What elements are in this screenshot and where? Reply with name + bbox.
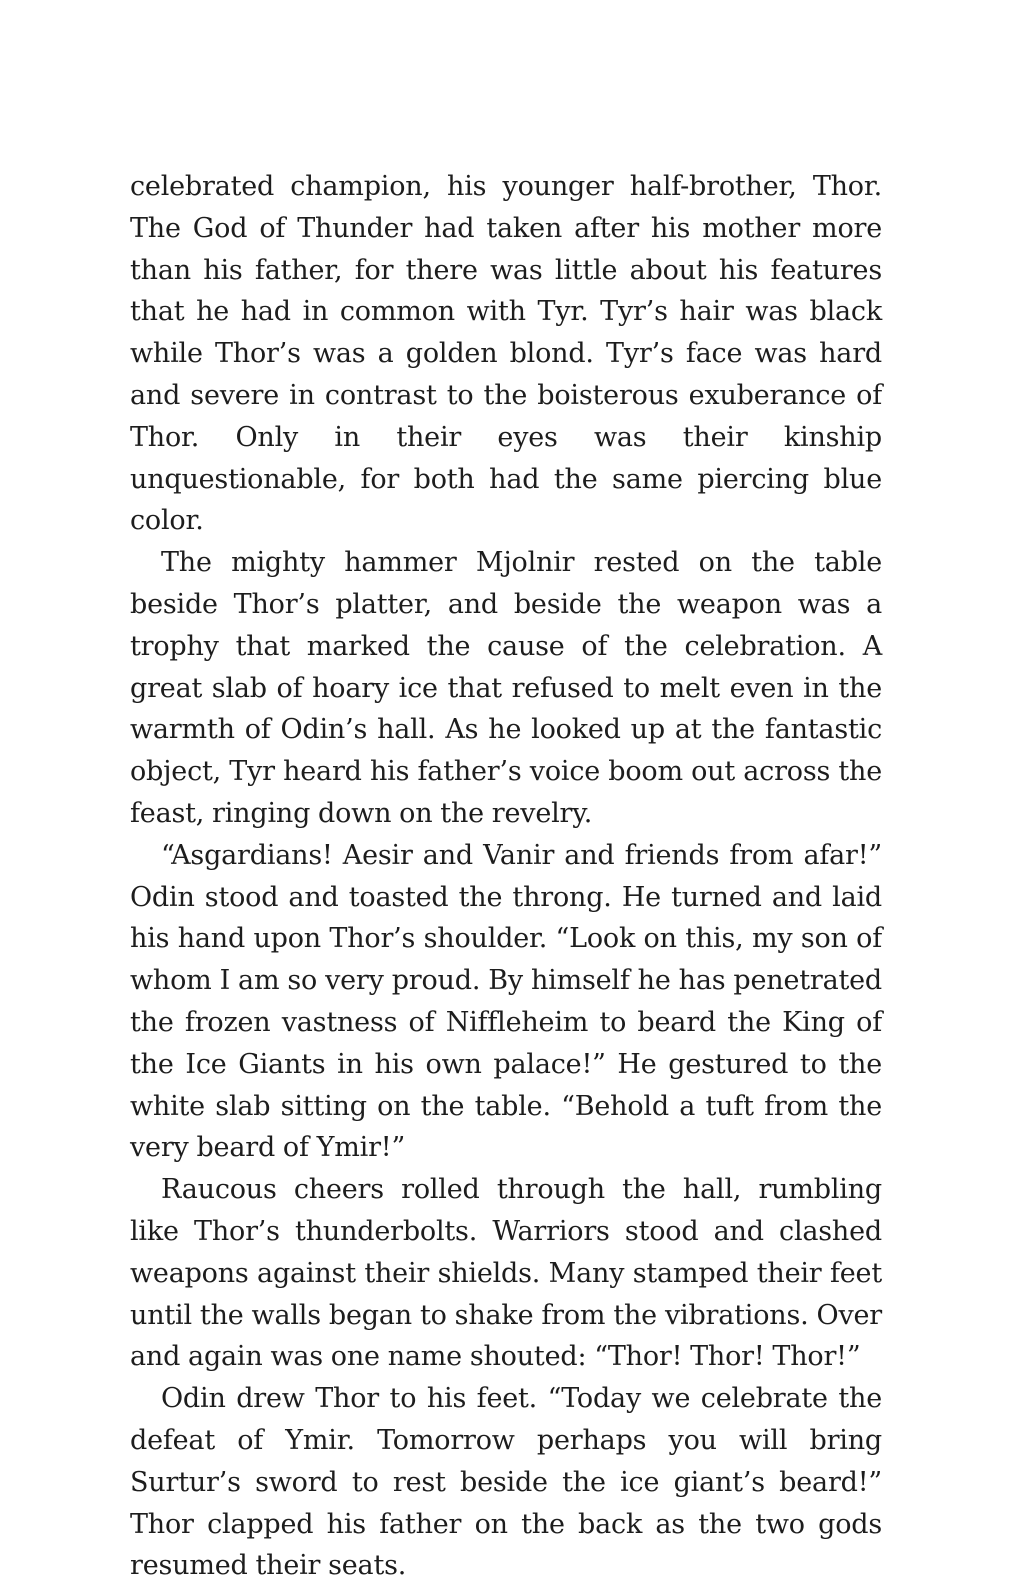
paragraph-5: Odin drew Thor to his feet. “Today we celebrate the defeat of Ymir. Tomorrow perhaps you will bring Surtur’s sword to rest beside the ice giant’s beard!” Thor clapped his father on the back as the two gods resumed their seats.: [130, 1383, 882, 1582]
paragraph-1: celebrated champion, his younger half-brother, Thor. The God of Thunder had taken after his mother more than his father, for there was little about his features that he had in common with Tyr. Tyr’s hair was black while Thor’s was a golden blond. Tyr’s face was hard and severe in contrast to the boisterous exuberance of Thor. Only in their eyes was their kinship unquestionable, for both had the same piercing blue color.: [130, 171, 882, 537]
paragraph-2: The mighty hammer Mjolnir rested on the table beside Thor’s platter, and beside the weapon was a trophy that marked the cause of the celebration. A great slab of hoary ice that refused to melt even in the warmth of Odin’s hall. As he looked up at the fantastic object, Tyr heard his father’s voice boom out across the feast, ringing down on the revelry.: [130, 547, 882, 829]
paragraph-4: Raucous cheers rolled through the hall, rumbling like Thor’s thunderbolts. Warriors stood and clashed weapons against their shields. Many stamped their feet until the walls began to shake from the vibrations. Over and again was one name shouted: “Thor! Thor! Thor!”: [130, 1174, 882, 1373]
paragraph-3: “Asgardians! Aesir and Vanir and friends from afar!” Odin stood and toasted the throng. He turned and laid his hand upon Thor’s shoulder. “Look on this, my son of whom I am so very proud. By himself he has penetrated the frozen vastness of Niffleheim to beard the King of the Ice Giants in his own palace!” He gestured to the white slab sitting on the table. “Behold a tuft from the very beard of Ymir!”: [130, 839, 882, 1164]
page-body: [130, 166, 882, 1587]
